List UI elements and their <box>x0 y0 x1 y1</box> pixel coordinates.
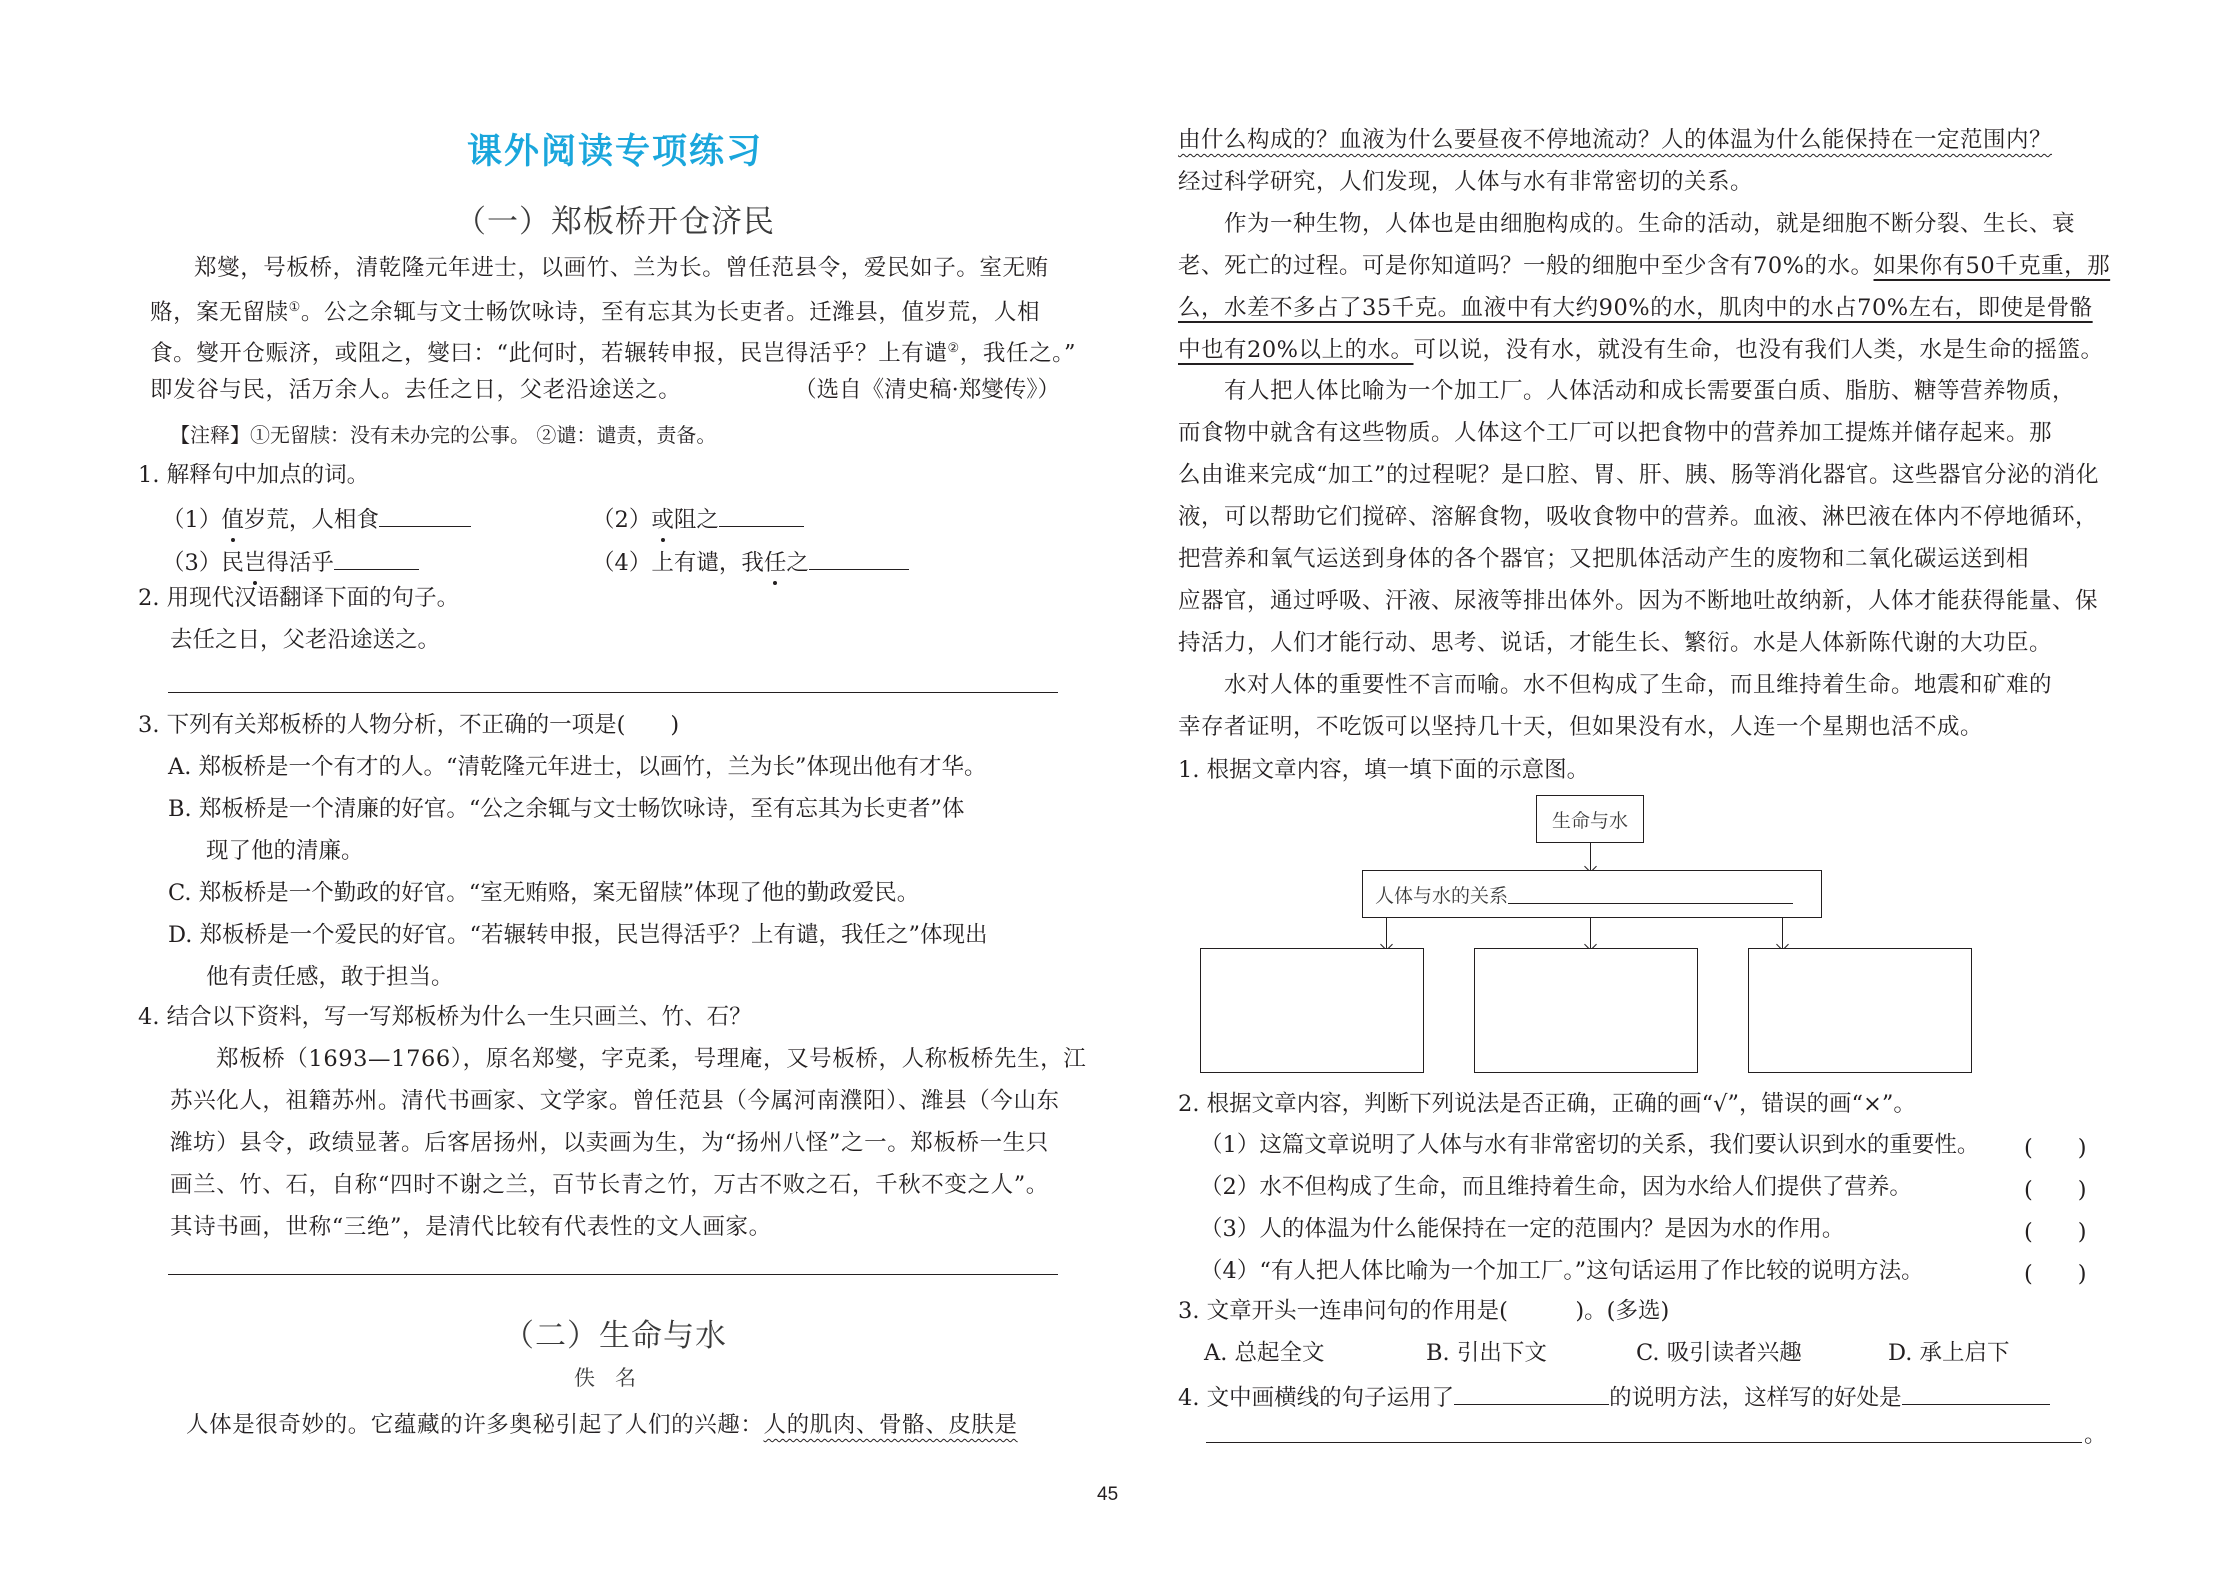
q4-answer-line[interactable] <box>168 1274 1058 1275</box>
item-text: 人的体温为什么能保持在一定的范围内？是因为水的作用。 <box>1259 1216 1845 1242</box>
answer-blank[interactable] <box>379 502 471 527</box>
dotted-key-word: 岂 <box>243 550 267 576</box>
text-segment: 阻之 <box>673 507 719 533</box>
text-segment: 水对人体的重要性不言而喻。水不但构成了生命，而且维持着生命。地震和矿难的 <box>1224 671 2053 698</box>
r-q3-prompt: 3. 文章开头一连串问句的作用是( )。(多选) <box>1178 1298 1670 1324</box>
right-passage-line <box>1224 670 2052 700</box>
item-number: （2） <box>1200 1174 1260 1200</box>
section2-title: （二）生命与水 <box>503 1318 727 1354</box>
text-segment: 民 <box>221 550 244 576</box>
text-segment: ，我任之。” <box>959 340 1077 367</box>
text-segment: 可以说，没有水，就没有生命，也没有我们人类，水是生命的摇篮。 <box>1413 336 2104 363</box>
r-q4-blank-method[interactable] <box>1454 1380 1609 1405</box>
text-segment: 有人把人体比喻为一个加工厂。人体活动和成长需要蛋白质、脂肪、糖等营养物质， <box>1224 378 2076 405</box>
underlined-text: 如果你有50千克重，那 <box>1873 252 2111 279</box>
item-number: （2） <box>592 507 652 533</box>
dotted-key-word: 或 <box>651 507 674 533</box>
q4-material-line: 画兰、竹、石，自称“四时不谢之兰，百节长青之竹，万古不败之石，千秋不变之人”。 <box>170 1172 1049 1198</box>
passage-line <box>150 375 681 405</box>
text-segment: 把营养和氧气运送到身体的各个器官；又把肌体活动产生的废物和二氧化碳运送到相 <box>1178 546 2030 572</box>
passage-line <box>194 253 1049 283</box>
right-passage-line <box>1178 167 1753 197</box>
q3-option[interactable]: D. 郑板桥是一个爱民的好官。“若辗转申报，民岂得活乎？上有谴，我任之”体现出 <box>168 922 988 948</box>
r-q1-prompt: 1. 根据文章内容，填一填下面的示意图。 <box>1178 757 1590 783</box>
text-segment: 得活乎 <box>266 550 334 576</box>
q3-option[interactable]: C. 郑板桥是一个勤政的好官。“室无贿赂，案无留牍”体现了他的勤政爱民。 <box>168 880 920 906</box>
text-segment: 应器官，通过呼吸、汗液、尿液等排出体外。因为不断地吐故纳新，人体才能获得能量、保 <box>1178 587 2099 614</box>
wavy-underlined-text: 人的肌肉、骨骼、皮肤是 <box>763 1412 1018 1438</box>
q4-material-line: 潍坊）县令，政绩显著。后客居扬州，以卖画为生，为“扬州八怪”之一。郑板桥一生只 <box>170 1130 1049 1156</box>
text-segment: 人体是很奇妙的。它蕴藏的许多奥秘引起了人们的兴趣： <box>186 1412 764 1438</box>
diagram-top-box <box>1536 795 1644 843</box>
q2-answer-line[interactable] <box>168 692 1058 693</box>
text-segment: 么由谁来完成“加工”的过程呢？是口腔、胃、肝、胰、肠等消化器官。这些器官分泌的消化 <box>1178 462 2100 489</box>
q1-item <box>162 502 471 535</box>
q3-option[interactable]: A. 郑板桥是一个有才的人。“清乾隆元年进士，以画竹，兰为长”体现出他有才华。 <box>168 754 987 780</box>
answer-blank[interactable] <box>809 545 909 570</box>
section2-author: 佚名 <box>574 1366 656 1390</box>
r-q4-prompt <box>1178 1380 2050 1413</box>
q3-option: 他有责任感，敢于担当。 <box>206 964 454 990</box>
r-q4-end-mark: 。 <box>2084 1422 2107 1448</box>
text-segment: 上有谴，我 <box>651 550 764 576</box>
right-passage-line <box>1178 712 1983 742</box>
right-passage-line <box>1178 460 2099 490</box>
q4-material-line: 其诗书画，世称“三绝”，是清代比较有代表性的文人画家。 <box>170 1214 772 1240</box>
underlined-text: 么，水差不多占了35千克。血液中有大约90%的水，肌肉中的水占70%左右，即使是骨骼 <box>1178 294 2093 321</box>
answer-blank[interactable] <box>719 502 804 527</box>
q4-material-line: 苏兴化人，祖籍苏州。清代书画家、文学家。曾任范县（今属河南濮阳）、潍县（今山东 <box>170 1088 1060 1114</box>
q3-option: 现了他的清廉。 <box>206 838 364 864</box>
q4-prompt: 4. 结合以下资料，写一写郑板桥为什么一生只画兰、竹、石？ <box>138 1004 752 1030</box>
item-number: （4） <box>592 550 652 576</box>
r-q2-prompt: 2. 根据文章内容，判断下列说法是否正确，正确的画“√”，错误的画“×”。 <box>1178 1091 1916 1117</box>
item-number: （3） <box>1200 1216 1260 1242</box>
judgment-item <box>1200 1214 1844 1244</box>
right-passage-line <box>1178 418 2052 448</box>
q1-prompt: 1. 解释句中加点的词。 <box>138 462 370 488</box>
wavy-underlined-text: 由什么构成的？血液为什么要昼夜不停地流动？人的体温为什么能保持在一定范围内？ <box>1178 127 2053 153</box>
dotted-key-word: 值 <box>221 507 244 533</box>
item-number: （1） <box>1200 1132 1260 1158</box>
choice-option[interactable]: B. 引出下文 <box>1426 1340 1547 1366</box>
passage-line <box>150 293 1040 328</box>
judgment-item <box>1200 1130 1979 1160</box>
item-text: 这篇文章说明了人体与水有非常密切的关系，我们要认识到水的重要性。 <box>1259 1132 1980 1158</box>
item-number: （1） <box>162 507 222 533</box>
right-passage-line <box>1178 544 2029 574</box>
r-q4-blank-benefit[interactable] <box>1902 1380 2050 1405</box>
r-q4-prompt-before: 4. 文中画横线的句子运用了 <box>1178 1385 1455 1411</box>
item-text: 水不但构成了生命，而且维持着生命，因为水给人们提供了营养。 <box>1259 1174 1912 1200</box>
right-passage-line <box>1178 293 2093 323</box>
diagram-answer-box-1[interactable] <box>1200 948 1424 1073</box>
answer-blank[interactable] <box>334 545 419 570</box>
text-segment: 经过科学研究，人们发现，人体与水有非常密切的关系。 <box>1178 168 1754 195</box>
diagram-top-label: 生命与水 <box>1551 809 1628 832</box>
q3-prompt: 3. 下列有关郑板桥的人物分析，不正确的一项是( ) <box>138 712 680 738</box>
item-number: （4） <box>1200 1258 1260 1284</box>
r-q4-prompt-middle: 的说明方法，这样写的好处是 <box>1609 1385 1902 1411</box>
passage-source: （选自《清史稿·郑燮传》） <box>794 377 1060 403</box>
q1-item <box>592 545 909 578</box>
choice-option[interactable]: D. 承上启下 <box>1888 1340 2010 1366</box>
text-segment: 郑燮，号板桥，清乾隆元年进士，以画竹、兰为长。曾任范县令，爱民如子。室无贿 <box>194 255 1049 281</box>
text-segment: 老、死亡的过程。可是你知道吗？一般的细胞中至少含有70%的水。 <box>1178 252 1874 279</box>
q3-option[interactable]: B. 郑板桥是一个清廉的好官。“公之余辄与文士畅饮咏诗，至有忘其为长吏者”体 <box>168 796 965 822</box>
diagram-middle-blank[interactable] <box>1508 885 1793 904</box>
answer-parentheses[interactable]: ( ) <box>2024 1261 2087 1287</box>
underlined-text: 中也有20%以上的水。 <box>1178 336 1414 363</box>
q4-material-line: 郑板桥（1693—1766），原名郑燮，字克柔，号理庵，又号板桥，人称板桥先生，江 <box>216 1046 1087 1072</box>
judgment-item <box>1200 1172 1912 1202</box>
text-segment: 液，可以帮助它们搅碎、溶解食物，吸收食物中的营养。血液、淋巴液在体内不停地循环， <box>1178 504 2099 531</box>
passage-line <box>150 334 1076 369</box>
page-number: 45 <box>1097 1484 1119 1505</box>
right-passage-line <box>1224 376 2075 406</box>
answer-parentheses[interactable]: ( ) <box>2024 1177 2087 1203</box>
dotted-key-word: 任 <box>763 550 787 576</box>
judgment-item <box>1200 1256 1924 1286</box>
text-segment: 食。燮开仓赈济，或阻之，燮曰：“此何时，若辗转申报，民岂得活乎？上有谴 <box>150 340 948 367</box>
text-segment: 。公之余辄与文士畅饮咏诗，至有忘其为长吏者。迁潍县，值岁荒，人相 <box>300 299 1041 326</box>
right-passage-line <box>1224 209 2075 239</box>
diagram-middle-label: 人体与水的关系 <box>1375 884 1509 907</box>
right-passage-line <box>1178 628 2052 658</box>
right-passage-line <box>1178 586 2098 616</box>
right-passage-line <box>1178 502 2098 532</box>
choice-option[interactable]: C. 吸引读者兴趣 <box>1636 1340 1802 1366</box>
item-number: （3） <box>162 550 222 576</box>
text-segment: 持活力，人们才能行动、思考、说话，才能生长、繁衍。水是人体新陈代谢的大功臣。 <box>1178 629 2053 656</box>
diagram-answer-box-3[interactable] <box>1748 948 1972 1073</box>
text-segment: 幸存者证明，不吃饭可以坚持几十天，但如果没有水，人连一个星期也活不成。 <box>1178 713 1984 740</box>
passage-note: 【注释】①无留牍：没有未办完的公事。 ②谴：谴责，责备。 <box>170 423 717 447</box>
section2-first-line <box>186 1410 1018 1440</box>
footnote-marker: ② <box>947 341 960 356</box>
right-passage-line <box>1178 251 2110 281</box>
q2-prompt: 2. 用现代汉语翻译下面的句子。 <box>138 585 460 611</box>
text-segment: 而食物中就含有这些物质。人体这个工厂可以把食物中的营养加工提炼并储存起来。那 <box>1178 420 2053 447</box>
answer-parentheses[interactable]: ( ) <box>2024 1219 2087 1245</box>
answer-parentheses[interactable]: ( ) <box>2024 1135 2087 1161</box>
text-segment: 岁荒，人相食 <box>243 507 379 533</box>
q1-item <box>592 502 804 535</box>
diagram-middle-box <box>1362 870 1822 918</box>
text-segment: 作为一种生物，人体也是由细胞构成的。生命的活动，就是细胞不断分裂、生长、衰 <box>1224 210 2076 237</box>
text-segment: 赂，案无留牍 <box>150 299 289 326</box>
page-title: 课外阅读专项练习 <box>466 132 763 172</box>
text-segment: 之 <box>786 550 809 576</box>
right-passage-line <box>1178 125 2052 155</box>
section1-title: （一）郑板桥开仓济民 <box>455 204 775 240</box>
text-segment: 即发谷与民，活万余人。去任之日，父老沿途送之。 <box>150 377 682 403</box>
choice-option[interactable]: A. 总起全文 <box>1204 1340 1325 1366</box>
right-passage-line <box>1178 335 2104 365</box>
item-text: “有人把人体比喻为一个加工厂。”这句话运用了作比较的说明方法。 <box>1259 1258 1924 1284</box>
q2-sentence: 去任之日，父老沿途送之。 <box>170 627 441 653</box>
footnote-marker: ① <box>288 300 301 315</box>
r-q4-answer-line[interactable] <box>1206 1442 2082 1443</box>
diagram-answer-box-2[interactable] <box>1474 948 1698 1073</box>
q1-item <box>162 545 419 578</box>
